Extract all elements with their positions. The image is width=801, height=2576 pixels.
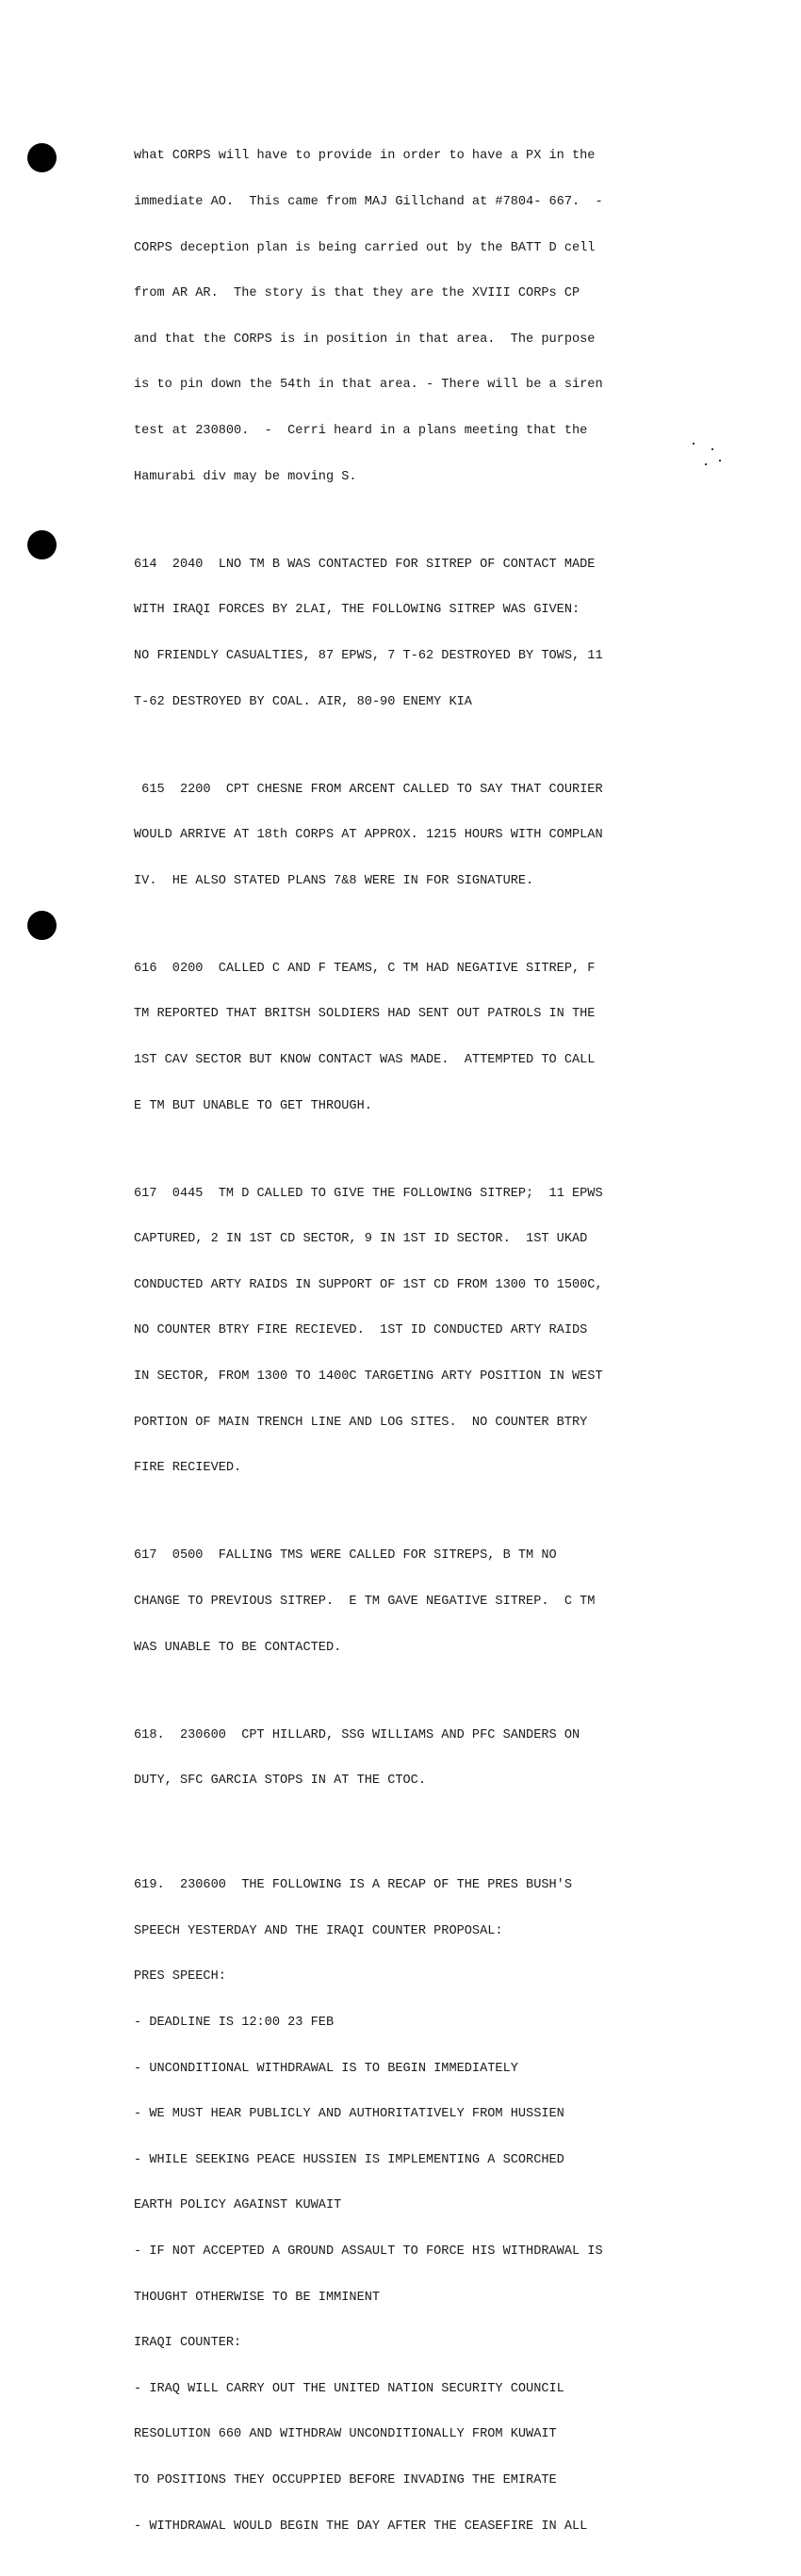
- text-line: is to pin down the 54th in that area. - There will be a siren: [134, 378, 603, 393]
- text-line: 617 0500 FALLING TMS WERE CALLED FOR SITREPS, B TM NO: [134, 1548, 557, 1563]
- text-line: THOUGHT OTHERWISE TO BE IMMINENT: [134, 2290, 381, 2305]
- text-line: IV. HE ALSO STATED PLANS 7&8 WERE IN FOR SIGNATURE.: [134, 873, 534, 888]
- text-line: CORPS deception plan is being carried out by the BATT D cell: [134, 240, 596, 255]
- text-line: - WHILE SEEKING PEACE HUSSIEN IS IMPLEMENTING A SCORCHED: [134, 2152, 564, 2167]
- text-line: - UNCONDITIONAL WITHDRAWAL IS TO BEGIN IMMEDIATELY: [134, 2061, 518, 2076]
- text-line: Hamurabi div may be moving S.: [134, 469, 357, 484]
- log-entry-619: [134, 1848, 793, 2566]
- text-line: CAPTURED, 2 IN 1ST CD SECTOR, 9 IN 1ST ID SECTOR. 1ST UKAD: [134, 1232, 588, 1247]
- text-line: TO POSITIONS THEY OCCUPPIED BEFORE INVADING THE EMIRATE: [134, 2473, 557, 2488]
- text-line: DUTY, SFC GARCIA STOPS IN AT THE CTOC.: [134, 1774, 426, 1789]
- text-line: EARTH POLICY AGAINST KUWAIT: [134, 2198, 342, 2213]
- text-line: 616 0200 CALLED C AND F TEAMS, C TM HAD NEGATIVE SITREP, F: [134, 961, 596, 976]
- log-entry-617-0500: [134, 1518, 793, 1686]
- text-line: IN SECTOR, FROM 1300 TO 1400C TARGETING ARTY POSITION IN WEST: [134, 1369, 603, 1385]
- text-line: 619. 230600 THE FOLLOWING IS A RECAP OF THE PRES BUSH'S: [134, 1878, 572, 1893]
- log-entry-614: [134, 527, 793, 740]
- text-line: PORTION OF MAIN TRENCH LINE AND LOG SITES. NO COUNTER BTRY: [134, 1415, 588, 1430]
- text-line: RESOLUTION 660 AND WITHDRAW UNCONDITIONALLY FROM KUWAIT: [134, 2427, 557, 2442]
- text-line: test at 230800. - Cerri heard in a plans meeting that the: [134, 424, 588, 439]
- text-line: NO FRIENDLY CASUALTIES, 87 EPWS, 7 T-62 DESTROYED BY TOWS, 11: [134, 648, 603, 663]
- text-line: IRAQI COUNTER:: [134, 2336, 242, 2351]
- text-line: WAS UNABLE TO BE CONTACTED.: [134, 1640, 342, 1655]
- log-entry-615: [134, 752, 793, 919]
- text-line: 618. 230600 CPT HILLARD, SSG WILLIAMS AND PFC SANDERS ON: [134, 1727, 580, 1742]
- text-line: SPEECH YESTERDAY AND THE IRAQI COUNTER PROPOSAL:: [134, 1923, 503, 1938]
- text-line: PRES SPEECH:: [134, 1969, 226, 1985]
- text-line: - DEADLINE IS 12:00 23 FEB: [134, 2015, 335, 2030]
- text-line: what CORPS will have to provide in order to have a PX in the: [134, 149, 596, 164]
- punch-hole: [27, 911, 57, 940]
- text-line: - WE MUST HEAR PUBLICLY AND AUTHORITATIVELY FROM HUSSIEN: [134, 2107, 564, 2122]
- text-line: CHANGE TO PREVIOUS SITREP. E TM GAVE NEGATIVE SITREP. C TM: [134, 1594, 596, 1609]
- text-line: immediate AO. This came from MAJ Gillchand at #7804- 667. -: [134, 195, 603, 210]
- text-line: - IRAQ WILL CARRY OUT THE UNITED NATION SECURITY COUNCIL: [134, 2381, 564, 2396]
- document-body: [134, 119, 793, 2576]
- text-line: 614 2040 LNO TM B WAS CONTACTED FOR SITREP OF CONTACT MADE: [134, 557, 596, 572]
- text-line: E TM BUT UNABLE TO GET THROUGH.: [134, 1098, 372, 1113]
- text-line: WOULD ARRIVE AT 18th CORPS AT APPROX. 1215 HOURS WITH COMPLAN: [134, 828, 603, 843]
- text-line: - IF NOT ACCEPTED A GROUND ASSAULT TO FORCE HIS WITHDRAWAL IS: [134, 2244, 603, 2260]
- log-entry-617-0445: [134, 1156, 793, 1507]
- text-line: - WITHDRAWAL WOULD BEGIN THE DAY AFTER THE CEASEFIRE IN ALL: [134, 2519, 588, 2534]
- text-line: FIRE RECIEVED.: [134, 1461, 242, 1476]
- text-line: T-62 DESTROYED BY COAL. AIR, 80-90 ENEMY KIA: [134, 694, 472, 709]
- punch-hole: [27, 530, 57, 559]
- text-line: CONDUCTED ARTY RAIDS IN SUPPORT OF 1ST CD FROM 1300 TO 1500C,: [134, 1277, 603, 1292]
- text-line: and that the CORPS is in position in that area. The purpose: [134, 332, 596, 347]
- text-line: TM REPORTED THAT BRITSH SOLDIERS HAD SENT OUT PATROLS IN THE: [134, 1007, 596, 1022]
- text-line: 617 0445 TM D CALLED TO GIVE THE FOLLOWING SITREP; 11 EPWS: [134, 1186, 603, 1201]
- text-line: 1ST CAV SECTOR BUT KNOW CONTACT WAS MADE. ATTEMPTED TO CALL: [134, 1052, 596, 1067]
- log-paragraph: [134, 119, 793, 515]
- text-line: from AR AR. The story is that they are the XVIII CORPs CP: [134, 286, 580, 301]
- log-entry-616: [134, 931, 793, 1144]
- text-line: NO COUNTER BTRY FIRE RECIEVED. 1ST ID CONDUCTED ARTY RAIDS: [134, 1323, 588, 1338]
- text-line: 615 2200 CPT CHESNE FROM ARCENT CALLED TO SAY THAT COURIER: [134, 782, 603, 797]
- log-entry-618: [134, 1697, 793, 1820]
- punch-hole: [27, 143, 57, 172]
- text-line: WITH IRAQI FORCES BY 2LAI, THE FOLLOWING SITREP WAS GIVEN:: [134, 603, 580, 618]
